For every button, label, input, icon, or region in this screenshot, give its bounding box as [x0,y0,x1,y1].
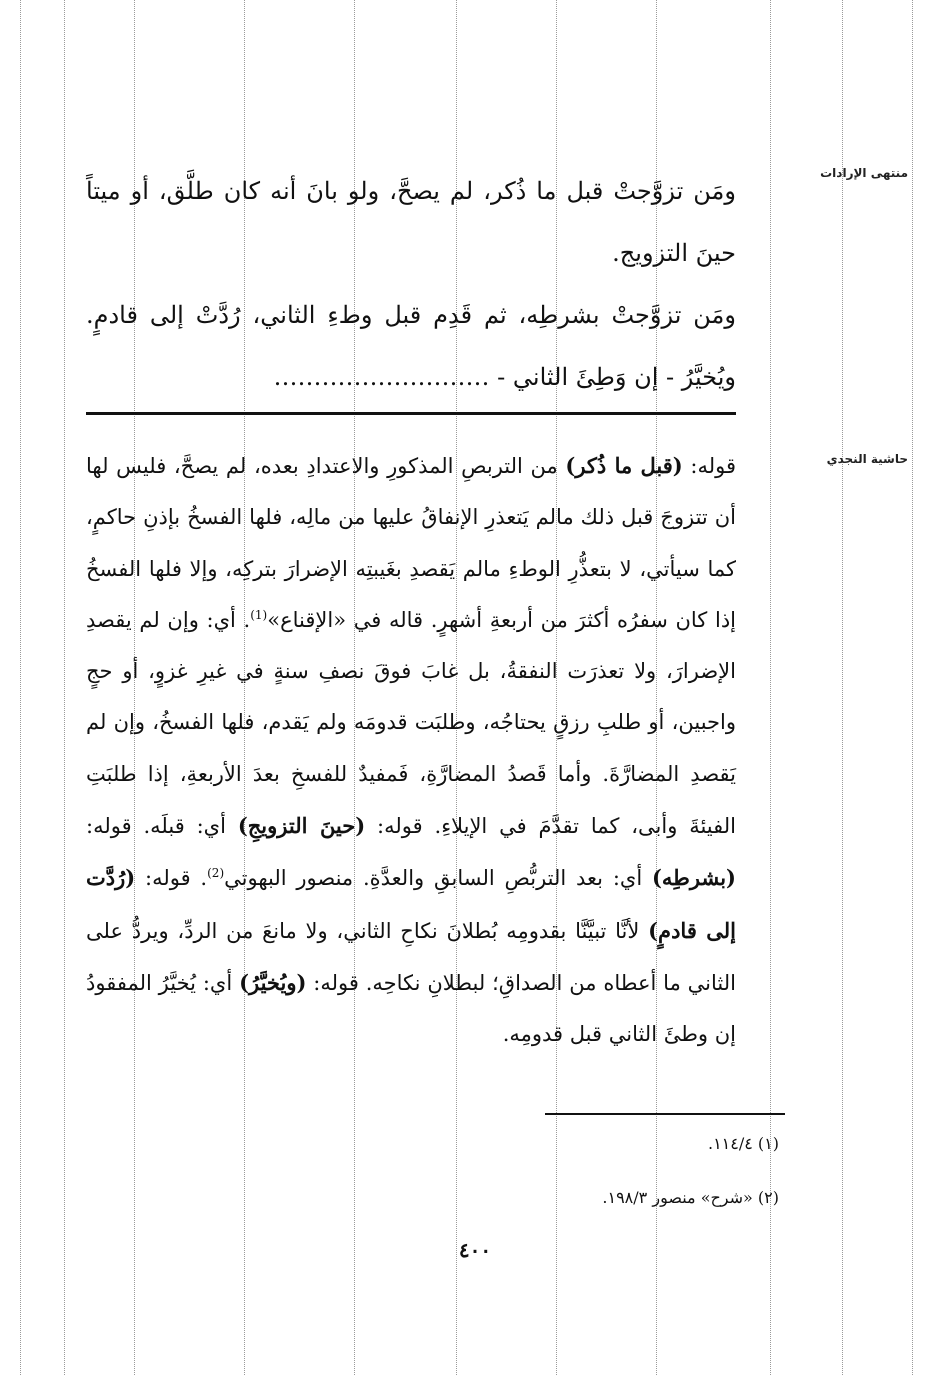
hashiya-keyword: (قبل ما ذُكر) [565,453,683,478]
hashiya-keyword: (بشرطِه) [651,865,736,891]
footnote-item: (٢) «شرح» منصور ١٩٨/٣. [602,1188,779,1207]
guide-line [20,0,21,1375]
guide-line [64,0,65,1375]
matn-ellipsis: ……………………… [273,363,490,391]
hashiya-text [86,440,736,1061]
hashiya-paragraph [86,440,736,1061]
matn-side-label: منتهى الإرادات [820,166,908,180]
hashiya-text-run: من التربصِ المذكورِ والاعتدادِ بعده، لم يصحَّ، فليس لها أن تتزوجَ قبل ذلك مالم يَتعذرِ الإنفاقُ عليها من مالِه، فلها الفسخُ بإذنِ حاكمٍ، كما سيأتي، لا بتعذُّرِ الوطءِ مالم يَقصدِ بغَيبتِه الإضرارَ بتركِه، وإلا فلها الفسخُ إذا كان سفرُه أكثرَ من أربعةِ أشهرٍ. قاله في «الإقناع» [86,454,736,632]
hashiya-text-run: أي: قبلَه. قوله: [86,814,238,839]
hashiya-text-run: لأنَّا تبيَّنَّا بقدومِه بُطلانَ نكاحِ الثاني، ولا مانعَ من الردِّ، ويردُّ على الثاني ما أعطاه من الصداقِ؛ لبطلانِ نكاحِه. قوله: [86,918,736,995]
hashiya-keyword: (رُدَّت إلى قادمٍ) [86,865,736,943]
hashiya-side-label: حاشية النجدي [826,452,908,466]
hashiya-text-run: . قوله: [135,866,208,891]
hashiya-text-run: قوله: [682,454,737,478]
hashiya-keyword: (حينَ التزويجِ) [237,813,366,839]
footnote-ref[interactable]: (2) [207,866,225,881]
hashiya-keyword: (ويُخيَّرُ) [239,969,307,995]
hashiya-text-run: أي: يُخيَّرُ المفقودُ إن وطئَ الثاني قبل قدومِه. [86,970,736,1047]
footnotes [159,1130,779,1212]
hashiya-text-run: . أي: وإن لم يقصدِ الإضرارَ، ولا تعذرَت النفقةُ، بل غابَ فوقَ نصفِ سنةٍ في غيرِ غزوٍ، أو حجٍ واجبين، أو طلبِ رزقٍ يحتاجُه، وطلبَت قدومَه ولم يَقدم، فلها الفسخُ، وإن لم يَقصدِ المضارَّةَ. وأما قَصدُ المضارَّةِ، فَمفيدٌ للفسخِ بعدَ الأربعةِ، إذا طلبَتِ الفيئةَ وأبى، كما تقدَّمَ في الإيلاءِ. قوله: [86,607,737,839]
footnote-separator [545,1113,785,1115]
page-number: ٤٠٠ [458,1238,492,1262]
guide-line [842,0,843,1375]
section-divider [86,412,736,415]
footnote-ref[interactable]: (1) [250,607,268,622]
matn-paragraph: ومَن تزوَّجتْ قبل ما ذُكر، لم يصحَّ، ولو بانَ أنه كان طلَّق، أو ميتاً حينَ التزويج. [86,177,736,267]
matn-paragraph [86,284,736,408]
footnote-item: (١) ١١٤/٤. [707,1134,779,1153]
matn-text [86,160,736,408]
hashiya-text-run: أي: بعد التربُّصِ السابقِ والعدَّةِ. منصور البهوتي [224,866,652,891]
guide-line [912,0,913,1375]
matn-paragraph-text: ومَن تزوَّجتْ بشرطِه، ثم قَدِم قبل وطءِ الثاني، رُدَّتْ إلى قادمٍ. ويُخيَّرُ - إن وَطِئَ الثاني - [86,301,736,391]
